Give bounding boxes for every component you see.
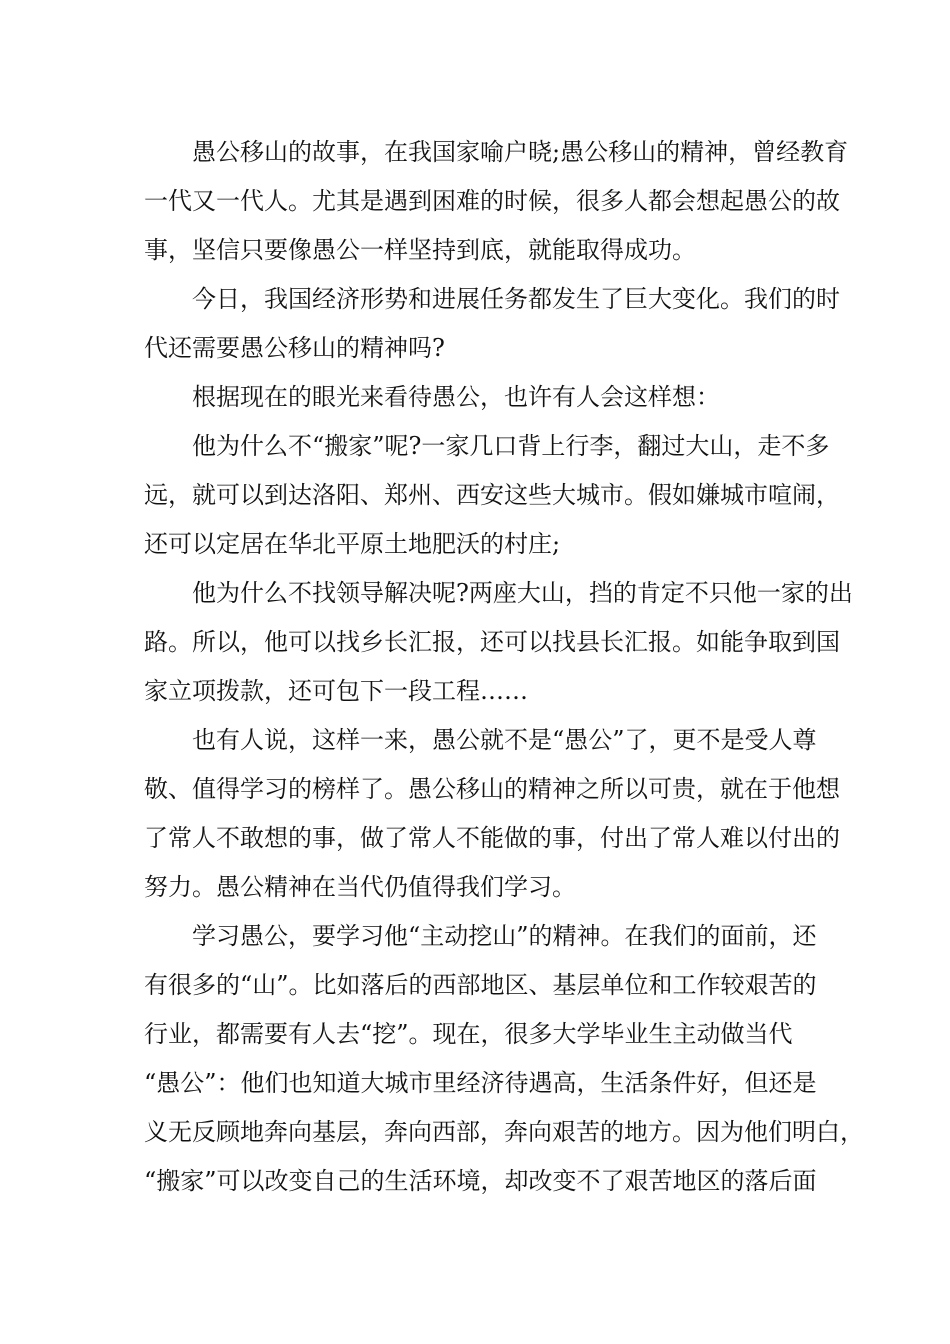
text-line: 事，坚信只要像愚公一样坚持到底，就能取得成功。 — [144, 236, 696, 264]
text-line: 路。所以，他可以找乡长汇报，还可以找县长汇报。如能争取到国 — [144, 628, 840, 656]
text-line: 义无反顾地奔向基层，奔向西部，奔向艰苦的地方。因为他们明白， — [144, 1118, 864, 1146]
paragraph-1 — [144, 128, 849, 275]
text-line: 家立项拨款，还可包下一段工程…… — [144, 677, 528, 705]
text-line: 根据现在的眼光来看待愚公，也许有人会这样想： — [192, 383, 720, 411]
paragraph-2 — [144, 275, 840, 373]
text-line: 努力。愚公精神在当代仍值得我们学习。 — [144, 873, 576, 901]
text-line: 还可以定居在华北平原土地肥沃的村庄; — [144, 530, 561, 558]
text-line: 他为什么不“搬家”呢?一家几口背上行李，翻过大山，走不多 — [192, 432, 830, 460]
document-body — [144, 128, 864, 1206]
text-line: 他为什么不找领导解决呢?两座大山，挡的肯定不只他一家的出 — [192, 579, 853, 607]
text-line: 愚公移山的故事，在我国家喻户晓;愚公移山的精神，曾经教育 — [192, 138, 849, 166]
paragraph-6 — [144, 716, 840, 912]
text-line: “愚公”：他们也知道大城市里经济待遇高，生活条件好，但还是 — [144, 1069, 817, 1097]
text-line: 有很多的“山”。比如落后的西部地区、基层单位和工作较艰苦的 — [144, 971, 817, 999]
text-line: 今日，我国经济形势和进展任务都发生了巨大变化。我们的时 — [192, 285, 840, 313]
paragraph-4 — [144, 422, 840, 569]
text-line: 代还需要愚公移山的精神吗? — [144, 334, 445, 362]
text-line: 敬、值得学习的榜样了。愚公移山的精神之所以可贵，就在于他想 — [144, 775, 840, 803]
text-line: 了常人不敢想的事，做了常人不能做的事，付出了常人难以付出的 — [144, 824, 840, 852]
text-line: 学习愚公，要学习他“主动挖山”的精神。在我们的面前，还 — [192, 922, 817, 950]
paragraph-3 — [144, 373, 822, 422]
text-line: 也有人说，这样一来，愚公就不是“愚公”了，更不是受人尊 — [192, 726, 817, 754]
paragraph-7 — [144, 912, 864, 1206]
text-line: 一代又一代人。尤其是遇到困难的时候，很多人都会想起愚公的故 — [144, 187, 840, 215]
text-line: 行业，都需要有人去“挖”。现在，很多大学毕业生主动做当代 — [144, 1020, 793, 1048]
text-line: 远，就可以到达洛阳、郑州、西安这些大城市。假如嫌城市喧闹， — [144, 481, 840, 509]
paragraph-5 — [144, 569, 853, 716]
text-line: “搬家”可以改变自己的生活环境，却改变不了艰苦地区的落后面 — [144, 1167, 817, 1195]
